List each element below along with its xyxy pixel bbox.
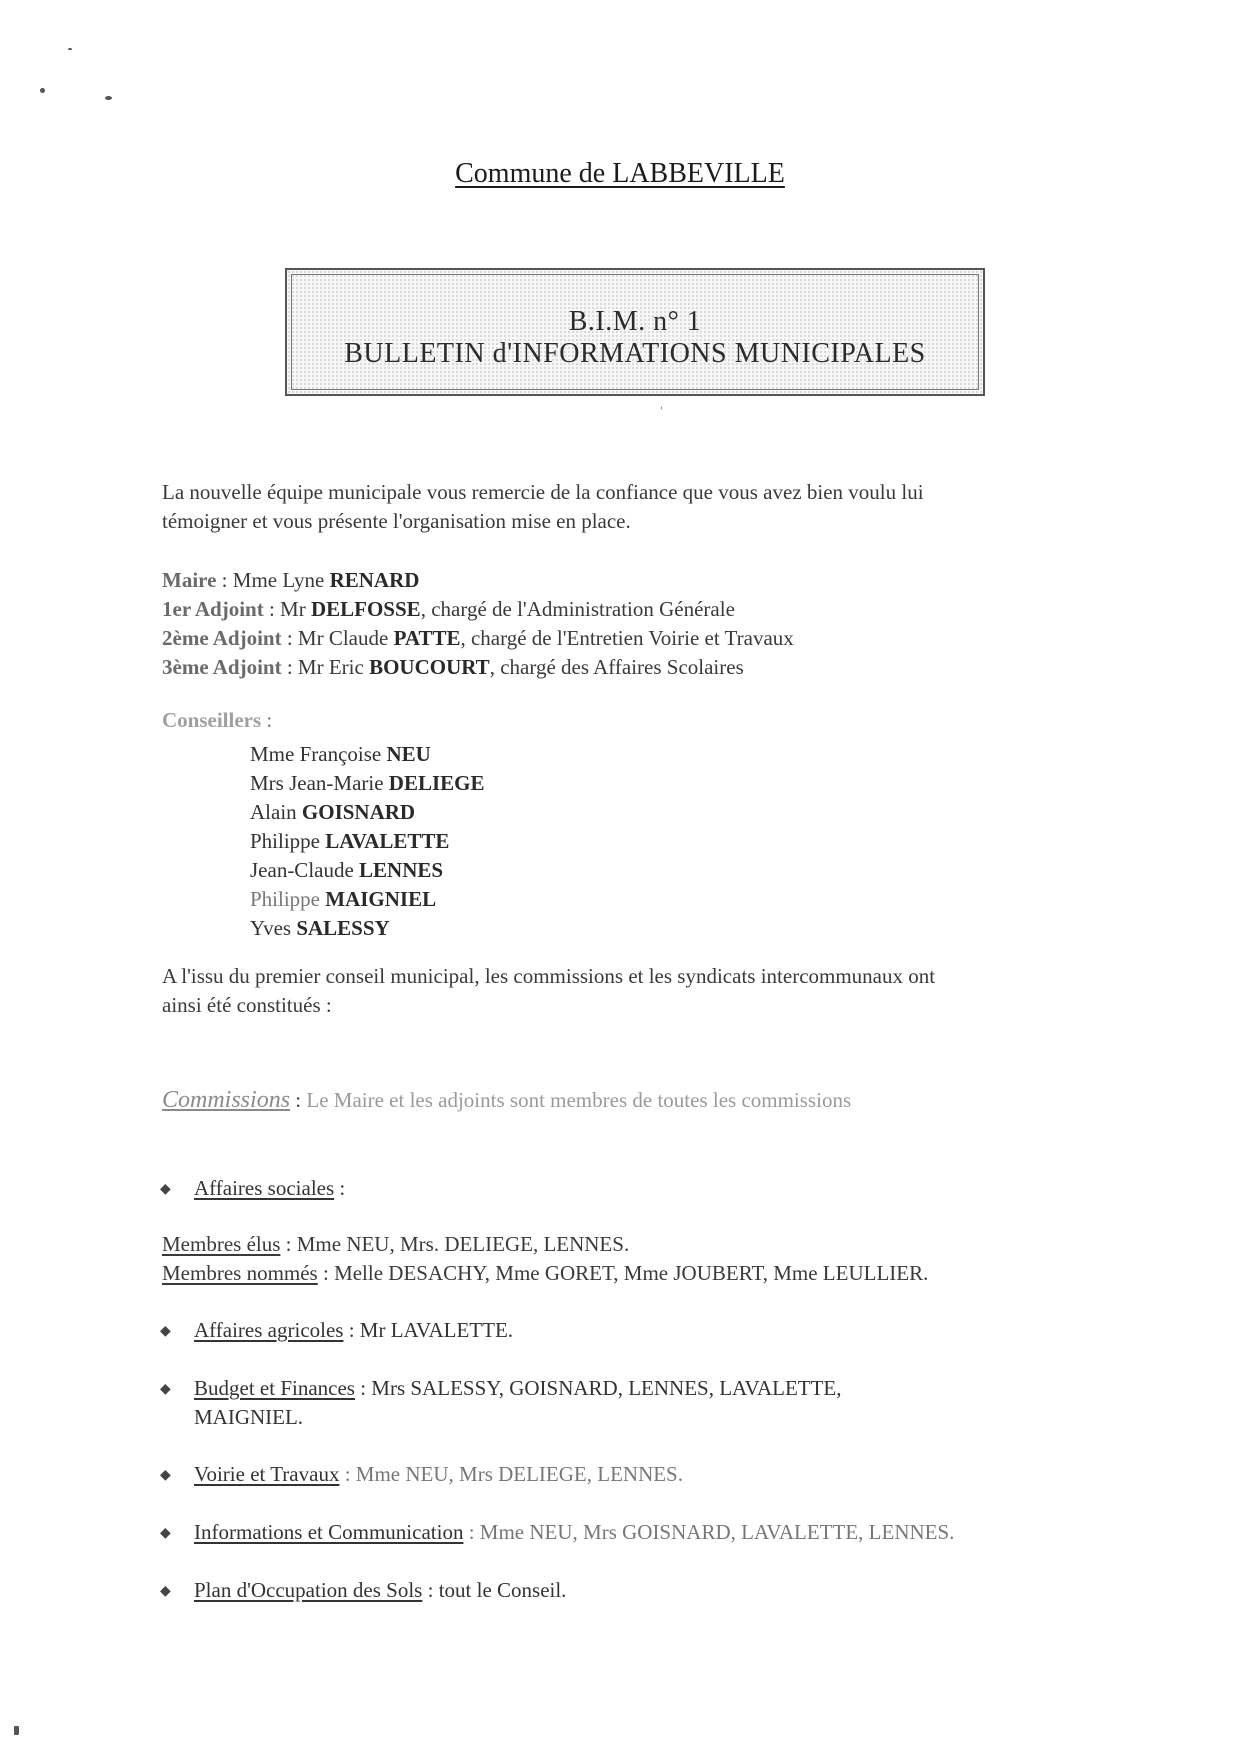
official-role: 3ème Adjoint: [162, 655, 282, 679]
official-surname: BOUCOURT: [369, 655, 490, 679]
commission-budget: [160, 1374, 842, 1404]
official-adjoint-1: [162, 595, 1062, 624]
commission-suffix: :: [334, 1176, 346, 1200]
council-heading: [162, 706, 1062, 735]
page-title: [0, 158, 1240, 190]
social-elected: [162, 1230, 1062, 1259]
commissions-note: Le Maire et les adjoints sont membres de toutes les commissions: [306, 1088, 852, 1112]
member-given: Alain: [250, 800, 302, 824]
official-given: Mr Claude: [297, 626, 394, 650]
scan-mark: ʹ: [660, 405, 664, 420]
official-surname: RENARD: [329, 568, 420, 592]
commission-title: Affaires sociales: [194, 1176, 335, 1200]
commission-budget-continued: MAIGNIEL.: [194, 1405, 304, 1429]
commission-title: Voirie et Travaux: [194, 1462, 340, 1486]
commission-title: Plan d'Occupation des Sols: [194, 1578, 423, 1602]
official-sep: :: [281, 655, 298, 679]
officials-list: [162, 566, 1062, 682]
council-member: [250, 798, 485, 827]
commission-members: : Mme NEU, Mrs GOISNARD, LAVALETTE, LENNES.: [463, 1520, 955, 1544]
elected-label: Membres élus: [162, 1232, 281, 1256]
commission-title: Affaires agricoles: [194, 1318, 344, 1342]
constitution-line: A l'issu du premier conseil municipal, les commissions et les syndicats intercommunaux ont: [162, 964, 936, 988]
diamond-bullet-icon: ◆: [160, 1526, 171, 1541]
page-title-text: Commune de LABBEVILLE: [455, 158, 785, 189]
council-member: [250, 827, 485, 856]
council-label: Conseillers: [162, 708, 262, 732]
commission-agricole: [160, 1316, 513, 1346]
official-given: Mme Lyne: [232, 568, 330, 592]
official-sep: :: [281, 626, 298, 650]
member-surname: LENNES: [359, 858, 444, 882]
commission-social: [160, 1174, 345, 1204]
bulletin-title-box: [285, 268, 985, 396]
commission-title: Budget et Finances: [194, 1376, 355, 1400]
social-members: [162, 1230, 1062, 1288]
commission-voirie: [160, 1460, 683, 1490]
member-surname: SALESSY: [296, 916, 390, 940]
official-adjoint-3: [162, 653, 1062, 682]
commission-members: : Mrs SALESSY, GOISNARD, LENNES, LAVALETTE,: [354, 1376, 842, 1400]
official-surname: DELFOSSE: [310, 597, 421, 621]
diamond-bullet-icon: ◆: [160, 1324, 171, 1339]
bulletin-name: BULLETIN d'INFORMATIONS MUNICIPALES: [344, 338, 926, 369]
diamond-bullet-icon: ◆: [160, 1584, 171, 1599]
diamond-bullet-icon: ◆: [160, 1382, 171, 1397]
council-member: [250, 769, 485, 798]
council-sep: :: [261, 708, 273, 732]
member-surname: NEU: [386, 742, 431, 766]
official-given: Mr Eric: [297, 655, 370, 679]
scan-speck: [68, 48, 72, 50]
diamond-bullet-icon: ◆: [160, 1182, 171, 1197]
council-member: [250, 914, 485, 943]
commissions-heading: [162, 1086, 1062, 1115]
scan-speck: [14, 1726, 19, 1735]
official-role: 1er Adjoint: [162, 597, 264, 621]
elected-value: : Mme NEU, Mrs. DELIEGE, LENNES.: [280, 1232, 630, 1256]
official-maire: [162, 566, 1062, 595]
official-duty: , chargé de l'Administration Générale: [420, 597, 735, 621]
commissions-colon: :: [290, 1088, 307, 1112]
scan-speck: [105, 96, 112, 100]
intro-line: témoigner et vous présente l'organisation mise en place.: [162, 509, 631, 533]
commission-members: : Mr LAVALETTE.: [343, 1318, 514, 1342]
official-given: Mr: [280, 597, 311, 621]
bulletin-number: B.I.M. n° 1: [568, 306, 702, 337]
diamond-bullet-icon: ◆: [160, 1468, 171, 1483]
intro-line: La nouvelle équipe municipale vous remercie de la confiance que vous avez bien voulu lui: [162, 480, 924, 504]
member-given: Philippe: [250, 829, 326, 853]
council-member: [250, 856, 485, 885]
member-given: Philippe: [250, 887, 326, 911]
commission-members: : Mme NEU, Mrs DELIEGE, LENNES.: [339, 1462, 683, 1486]
member-given: Mrs Jean-Marie: [250, 771, 389, 795]
scan-speck: [40, 88, 45, 93]
official-sep: :: [216, 568, 233, 592]
official-adjoint-2: [162, 624, 1062, 653]
member-surname: LAVALETTE: [325, 829, 450, 853]
constitution-paragraph: [162, 962, 1062, 1020]
member-given: Yves: [250, 916, 297, 940]
commission-members: : tout le Conseil.: [422, 1578, 567, 1602]
constitution-line: ainsi été constitués :: [162, 993, 332, 1017]
appointed-label: Membres nommés: [162, 1261, 318, 1285]
commission-title: Informations et Communication: [194, 1520, 464, 1544]
member-surname: GOISNARD: [301, 800, 416, 824]
social-appointed: [162, 1259, 1062, 1288]
official-surname: PATTE: [393, 626, 461, 650]
council-member: [250, 740, 485, 769]
official-duty: , chargé des Affaires Scolaires: [489, 655, 744, 679]
commission-pos: [160, 1576, 566, 1606]
council-members: [250, 740, 485, 943]
official-sep: :: [263, 597, 281, 621]
member-given: Jean-Claude: [250, 858, 360, 882]
member-surname: MAIGNIEL: [325, 887, 437, 911]
member-surname: DELIEGE: [388, 771, 485, 795]
official-role: 2ème Adjoint: [162, 626, 282, 650]
appointed-value: : Melle DESACHY, Mme GORET, Mme JOUBERT, Mme LEULLIER.: [317, 1261, 929, 1285]
member-given: Mme Françoise: [250, 742, 387, 766]
council-member: [250, 885, 485, 914]
intro-paragraph: [162, 478, 1062, 536]
official-duty: , chargé de l'Entretien Voirie et Travaux: [460, 626, 794, 650]
commission-information: [160, 1518, 954, 1548]
official-role: Maire: [162, 568, 217, 592]
commissions-label: Commissions: [162, 1087, 291, 1113]
